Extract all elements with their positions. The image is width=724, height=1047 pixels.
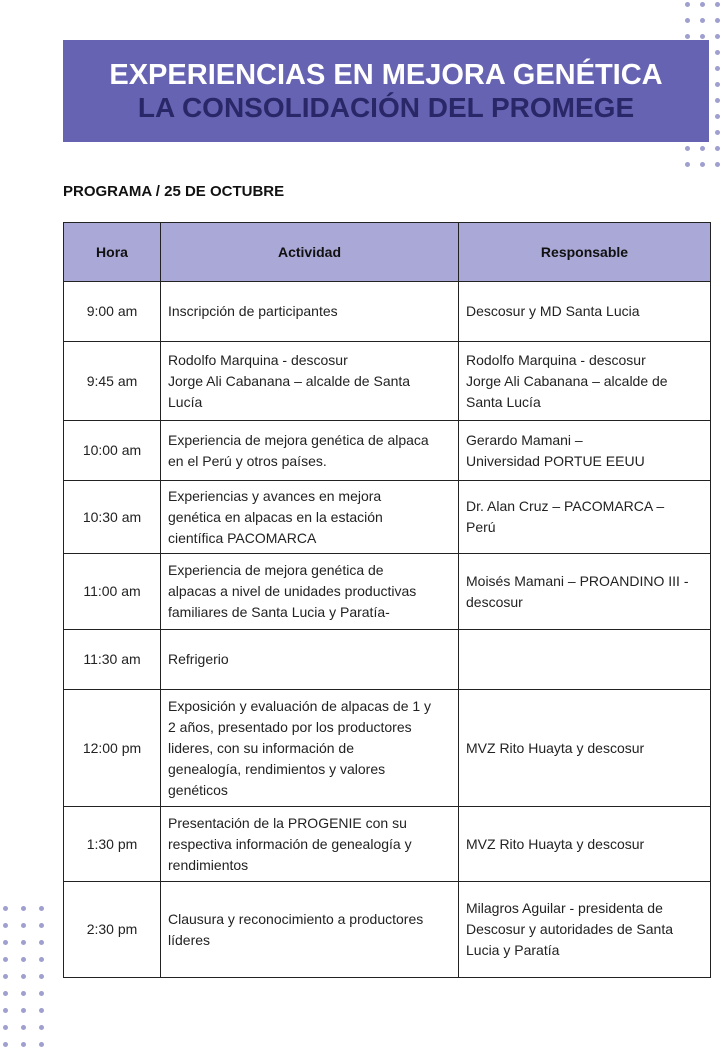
text-line: Milagros Aguilar - presidenta de (466, 900, 663, 916)
table-header-row (64, 223, 711, 282)
text-line: Descosur y MD Santa Lucia (466, 303, 640, 319)
text-line: Rodolfo Marquina - descosur (466, 351, 646, 368)
table-row (64, 421, 711, 481)
cell-responsable (459, 882, 711, 978)
cell-responsable (459, 690, 711, 807)
table-row (64, 342, 711, 421)
text-line: descosur (466, 593, 523, 610)
table-row (64, 554, 711, 630)
table-row (64, 882, 711, 978)
title-line-2: LA CONSOLIDACIÓN DEL PROMEGE (137, 92, 635, 123)
cell-actividad (161, 690, 459, 807)
text-line: Lucia y Paratía (466, 942, 560, 958)
text-line: lideres, con su información de (168, 739, 354, 756)
text-line: Clausura y reconocimiento a productores (168, 910, 424, 927)
text-line: Lucía (168, 393, 203, 410)
text-line: Refrigerio (168, 651, 229, 667)
cell-responsable (459, 282, 711, 342)
table-row (64, 481, 711, 554)
column-header-responsable: Responsable (459, 223, 711, 282)
text-line: respectiva información de genealogía y (168, 835, 412, 852)
column-header-hora: Hora (64, 223, 161, 282)
text-line: Perú (466, 519, 496, 535)
cell-responsable (459, 481, 711, 554)
cell-hora: 2:30 pm (64, 882, 161, 978)
text-line: Moisés Mamani – PROANDINO III - (466, 572, 689, 589)
decorative-dots-bottom-left (3, 906, 44, 1047)
text-line: Descosur y autoridades de Santa (466, 921, 674, 937)
cell-hora: 10:00 am (64, 421, 161, 481)
cell-hora: 9:45 am (64, 342, 161, 421)
text-line: genealogía, rendimientos y valores (168, 760, 386, 777)
cell-actividad (161, 282, 459, 342)
text-line: Experiencia de mejora genética de (168, 562, 384, 578)
column-header-actividad: Actividad (161, 223, 459, 282)
schedule-table (63, 222, 711, 978)
title-banner (63, 40, 709, 142)
cell-hora: 12:00 pm (64, 690, 161, 807)
text-line: en el Perú y otros países. (168, 452, 327, 469)
text-line: Jorge Ali Cabanana – alcalde de Santa (168, 372, 411, 389)
text-line: Universidad PORTUE EEUU (466, 452, 645, 469)
text-line: Inscripción de participantes (168, 303, 338, 319)
cell-actividad (161, 342, 459, 421)
text-line: genética en alpacas en la estación (168, 508, 383, 525)
table-row (64, 807, 711, 882)
text-line: genéticos (168, 781, 228, 798)
cell-hora: 1:30 pm (64, 807, 161, 882)
text-line: rendimientos (168, 856, 249, 873)
table-row (64, 282, 711, 342)
text-line: MVZ Rito Huayta y descosur (466, 739, 645, 756)
text-line: Jorge Ali Cabanana – alcalde de (466, 372, 668, 389)
text-line: 2 años, presentado por los productores (168, 718, 412, 735)
cell-responsable (459, 342, 711, 421)
title-line-1: EXPERIENCIAS EN MEJORA GENÉTICA (109, 59, 663, 91)
text-line: líderes (168, 931, 211, 948)
cell-actividad (161, 807, 459, 882)
text-line: Presentación de la PROGENIE con su (168, 814, 407, 831)
text-line: Exposición y evaluación de alpacas de 1 y (168, 697, 432, 714)
text-line: Experiencia de mejora genética de alpaca (168, 431, 429, 448)
cell-actividad (161, 481, 459, 554)
text-line: científica PACOMARCA (168, 529, 317, 546)
table-row (64, 690, 711, 807)
text-line: familiares de Santa Lucia y Paratía- (168, 604, 390, 620)
cell-hora: 9:00 am (64, 282, 161, 342)
cell-hora: 10:30 am (64, 481, 161, 554)
text-line: Rodolfo Marquina - descosur (168, 351, 348, 368)
table-row (64, 630, 711, 690)
cell-actividad (161, 882, 459, 978)
cell-responsable (459, 630, 711, 690)
cell-responsable (459, 807, 711, 882)
text-line: Dr. Alan Cruz – PACOMARCA – (466, 498, 665, 514)
cell-responsable (459, 554, 711, 630)
cell-responsable (459, 421, 711, 481)
program-label: PROGRAMA / 25 DE OCTUBRE (63, 183, 285, 200)
cell-hora: 11:30 am (64, 630, 161, 690)
text-line: MVZ Rito Huayta y descosur (466, 835, 645, 852)
cell-actividad (161, 421, 459, 481)
text-line: alpacas a nivel de unidades productivas (168, 583, 417, 599)
text-line: Gerardo Mamani – (466, 431, 583, 448)
cell-hora: 11:00 am (64, 554, 161, 630)
text-line: Santa Lucía (466, 393, 541, 410)
cell-actividad (161, 554, 459, 630)
cell-actividad (161, 630, 459, 690)
text-line: Experiencias y avances en mejora (168, 487, 382, 504)
